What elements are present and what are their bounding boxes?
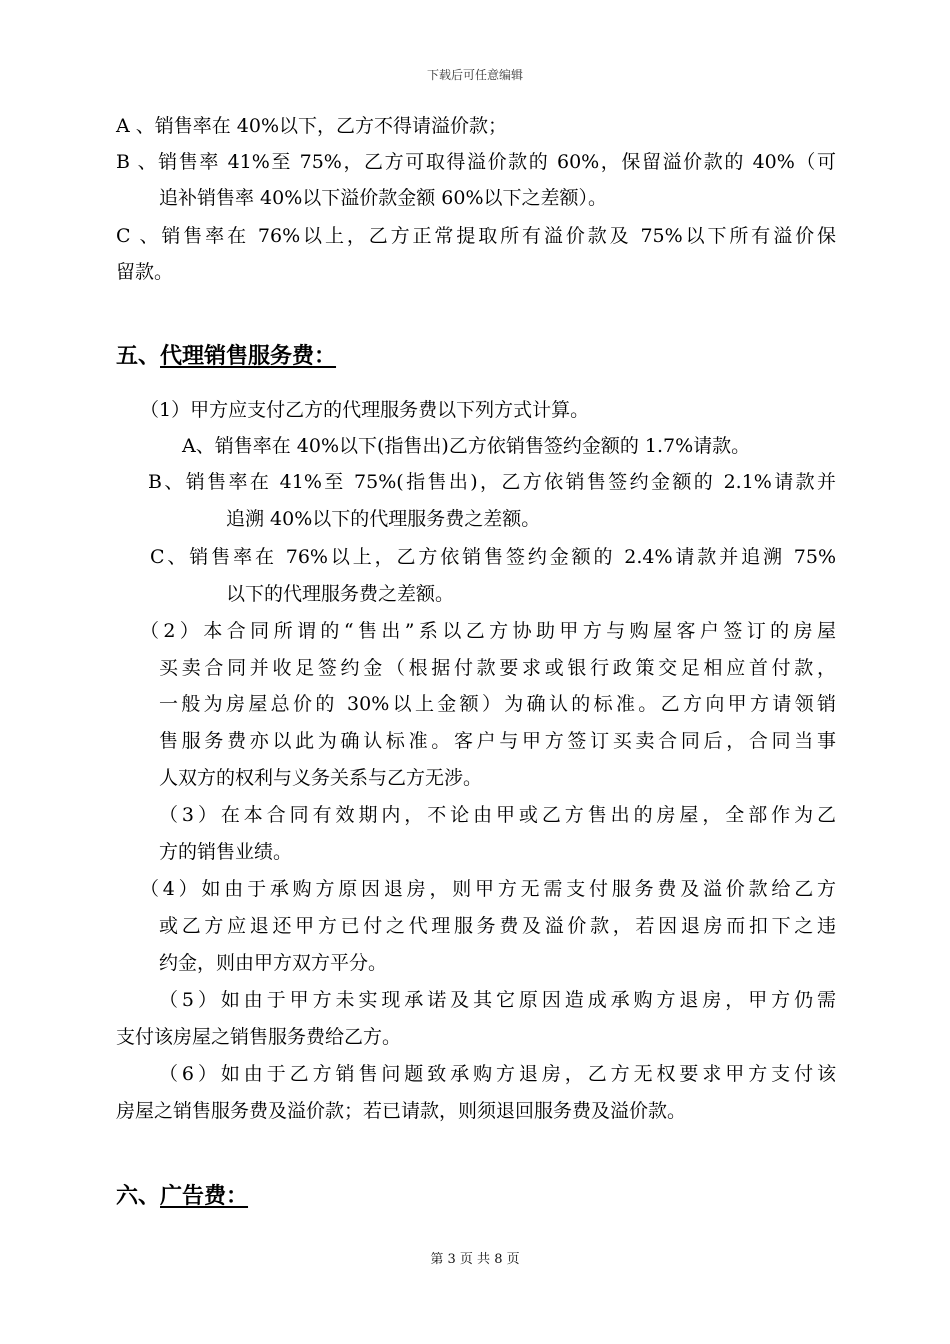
paragraph-line: 方的销售业绩。 [159,841,293,863]
paragraph-line: 买卖合同并收足签约金（根据付款要求或银行政策交足相应首付款， [159,657,836,679]
paragraph-line: （1）甲方应支付乙方的代理服务费以下列方式计算。 [140,399,590,421]
section-6-number: 六、 [116,1183,161,1209]
paragraph-line: 人双方的权利与义务关系与乙方无涉。 [159,767,483,789]
page-footer: 第 3 页 共 8 页 [430,1252,520,1267]
paragraph-line: 支付该房屋之销售服务费给乙方。 [116,1026,402,1048]
paragraph-line: （5）如由于甲方未实现承诺及其它原因造成承购方退房，甲方仍需 [159,989,836,1011]
paragraph-line: 约金，则由甲方双方平分。 [159,952,388,974]
section-5-title: 代理销售服务费： [160,343,337,369]
paragraph-line: （2）本合同所谓的“售出”系以乙方协助甲方与购屋客户签订的房屋 [140,620,836,642]
section-6-title: 广告费： [160,1183,249,1209]
page-header: 下载后可任意编辑 [426,68,523,82]
paragraph-line: 以下的代理服务费之差额。 [226,583,455,605]
paragraph-line: 追溯 40%以下的代理服务费之差额。 [226,508,541,530]
clause-c-line-1: C 、销售率在 76%以上，乙方正常提取所有溢价款及 75%以下所有溢价保 [116,225,836,247]
clause-a-line: A 、销售率在 40%以下，乙方不得请溢价款； [116,115,508,137]
paragraph-line: （6）如由于乙方销售问题致承购方退房，乙方无权要求甲方支付该 [159,1063,836,1085]
paragraph-line: 售服务费亦以此为确认标准。客户与甲方签订买卖合同后，合同当事 [159,730,836,752]
paragraph-line: 房屋之销售服务费及溢价款；若已请款，则须退回服务费及溢价款。 [116,1100,687,1122]
clause-b-line-2: 追补销售率 40%以下溢价款金额 60%以下之差额）。 [159,187,608,209]
paragraph-line: B、销售率在 41%至 75%(指售出)，乙方依销售签约金额的 2.1%请款并 [148,471,836,493]
paragraph-line: （3）在本合同有效期内，不论由甲或乙方售出的房屋，全部作为乙 [159,804,836,826]
paragraph-line: A、销售率在 40%以下(指售出)乙方依销售签约金额的 1.7%请款。 [182,435,751,457]
section-6-heading [116,1182,248,1210]
paragraph-line: 或乙方应退还甲方已付之代理服务费及溢价款，若因退房而扣下之违 [159,915,836,937]
section-5-heading [116,342,336,370]
paragraph-line: C、销售率在 76%以上，乙方依销售签约金额的 2.4%请款并追溯 75% [150,546,836,568]
paragraph-line: （4）如由于承购方原因退房，则甲方无需支付服务费及溢价款给乙方 [140,878,836,900]
paragraph-line: 一般为房屋总价的 30%以上金额）为确认的标准。乙方向甲方请领销 [159,693,836,715]
section-5-number: 五、 [116,343,161,369]
clause-c-line-2: 留款。 [116,261,174,283]
clause-b-line-1: B 、销售率 41%至 75%，乙方可取得溢价款的 60%，保留溢价款的 40%（可 [116,151,836,173]
